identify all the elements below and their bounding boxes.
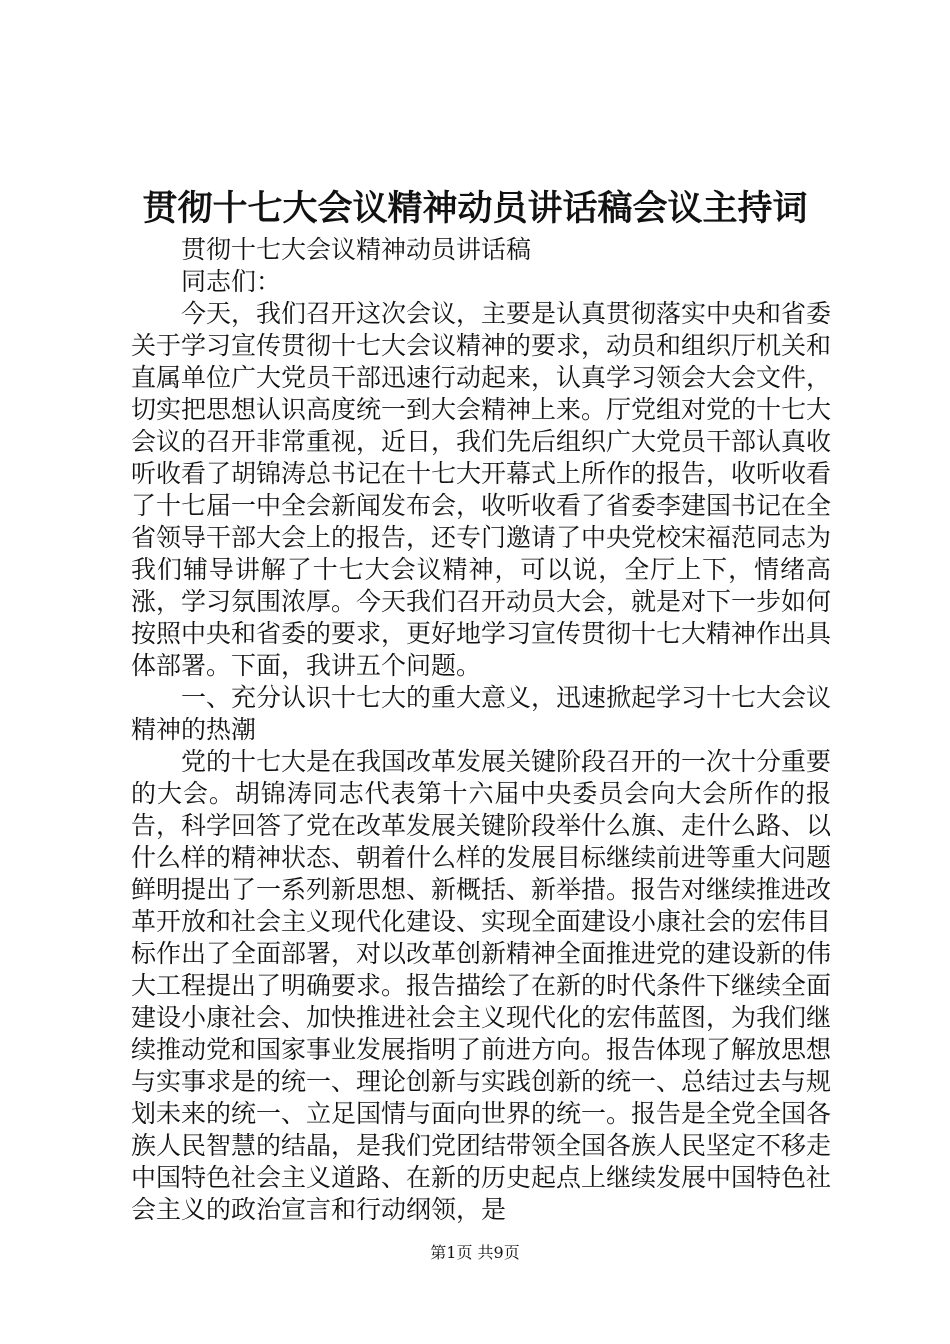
salutation-paragraph: 同志们： <box>181 267 282 296</box>
intro-paragraph: 今天，我们召开这次会议，主要是认真贯彻落实中央和省委关于学习宣传贯彻十七大会议精神的要求，动员和组织厅机关和直属单位广大党员干部迅速行动起来，认真学习领会大会文件，切实把思想认识高度统一到大会精神上来。厅党组对党的十七大会议的召开非常重视，近日，我们先后组织广大党员干部认真收听收看了胡锦涛总书记在十七大开幕式上所作的报告，收听收看了十七届一中全会新闻发布会，收听收看了省委李建国书记在全省领导干部大会上的报告，还专门邀请了中央党校宋福范同志为我们辅导讲解了十七大会议精神，可以说，全厅上下，情绪高涨，学习氛围浓厚。今天我们召开动员大会，就是对下一步如何按照中央和省委的要求，更好地学习宣传贯彻十七大精神作出具体部署。下面，我讲五个问题。 <box>131 299 832 680</box>
subtitle-paragraph: 贯彻十七大会议精神动员讲话稿 <box>181 235 532 264</box>
document-title: 贯彻十七大会议精神动员讲话稿会议主持词 <box>142 188 808 229</box>
document-body <box>131 234 831 1226</box>
section-heading-1: 一、充分认识十七大的重大意义，迅速掀起学习十七大会议精神的热潮 <box>131 683 832 744</box>
page-number-footer: 第1页 共9页 <box>430 1243 520 1262</box>
section-1-paragraph: 党的十七大是在我国改革发展关键阶段召开的一次十分重要的大会。胡锦涛同志代表第十六届中央委员会向大会所作的报告，科学回答了党在改革发展关键阶段举什么旗、走什么路、以什么样的精神状态、朝着什么样的发展目标继续前进等重大问题鲜明提出了一系列新思想、新概括、新举措。报告对继续推进改革开放和社会主义现代化建设、实现全面建设小康社会的宏伟目标作出了全面部署，对以改革创新精神全面推进党的建设新的伟大工程提出了明确要求。报告描绘了在新的时代条件下继续全面建设小康社会、加快推进社会主义现代化的宏伟蓝图，为我们继续推动党和国家事业发展指明了前进方向。报告体现了解放思想与实事求是的统一、理论创新与实践创新的统一、总结过去与规划未来的统一、立足国情与面向世界的统一。报告是全党全国各族人民智慧的结晶，是我们党团结带领全国各族人民坚定不移走中国特色社会主义道路、在新的历史起点上继续发展中国特色社会主义的政治宣言和行动纲领，是 <box>131 747 832 1224</box>
